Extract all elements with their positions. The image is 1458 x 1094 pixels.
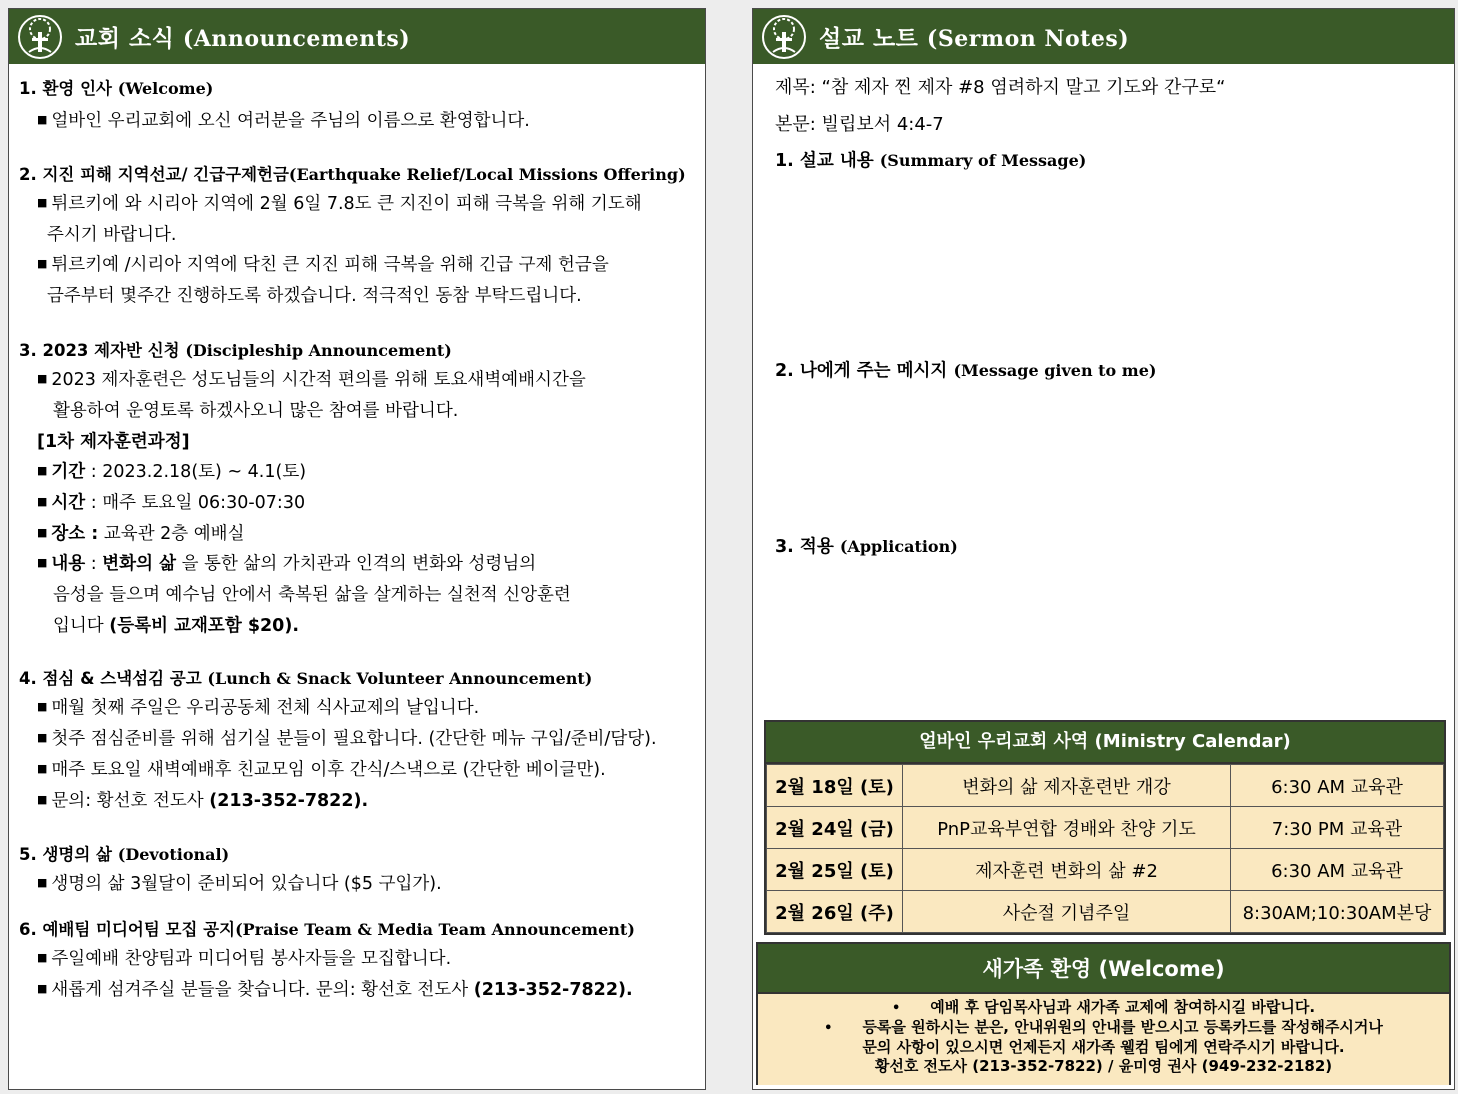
list-item: ■ 매주 토요일 새벽예배후 친교모임 이후 간식/스낵으로 (간단한 베이글만). [37,760,606,780]
welcome-line: 문의 사항이 있으시면 언제든지 새가족 웰컴 팀에게 연락주시기 바랍니다. [862,1038,1345,1056]
course-content-line2: 음성을 들으며 예수님 안에서 축복된 삶을 살게하는 실천적 신앙훈련 [53,585,571,605]
calendar-date: 2월 26일 (주) [767,891,903,933]
announcements-panel [8,8,706,1090]
calendar-event: 사순절 기념주일 [903,891,1231,933]
table-row [767,765,1444,807]
new-family-welcome [756,942,1451,1085]
summary-heading: 1. 설교 내용 (Summary of Message) [775,151,1087,171]
message-heading: 2. 나에게 주는 메시지 (Message given to me) [775,361,1157,381]
course-place: ■ 장소 : 교육관 2층 예배실 [37,524,245,544]
list-item: ■ 튀르키예 /시리아 지역에 닥친 큰 지진 피해 극복을 위해 긴급 구제 헌금을 [37,255,609,275]
list-item: ■ 매월 첫째 주일은 우리공동체 전체 식사교제의 날입니다. [37,698,480,718]
course-period: ■ 기간 : 2023.2.18(토) ~ 4.1(토) [37,462,307,482]
course-content: ■ 내용 : 변화의 삶 을 통한 삶의 가치관과 인격의 변화와 성령님의 [37,554,537,574]
list-item-continuation: 금주부터 몇주간 진행하도록 하겠습니다. 적극적인 동참 부탁드립니다. [47,286,582,306]
ministry-calendar [764,720,1446,935]
list-item: ■ 튀르키에 와 시리아 지역에 2월 6일 7.8도 큰 지진이 피해 극복을 위해 기도해 [37,194,642,214]
welcome-contact: 황선호 전도사 (213-352-7822) / 윤미영 권사 (949-232-2182) [874,1057,1333,1075]
calendar-title: 얼바인 우리교회 사역 (Ministry Calendar) [766,722,1444,764]
list-item: ■ 2023 제자훈련은 성도님들의 시간적 편의를 위해 토요새벽예배시간을 [37,370,586,390]
section-praise-team-heading: 6. 예배팀 미디어팀 모집 공지(Praise Team & Media Team Announcement) [19,920,635,939]
church-tree-logo-icon [761,14,807,60]
announcements-header [9,9,705,64]
calendar-event: PnP교육부연합 경배와 찬양 기도 [903,807,1231,849]
application-heading: 3. 적용 (Application) [775,537,958,557]
welcome-title: 새가족 환영 (Welcome) [758,944,1449,994]
calendar-event: 변화의 삶 제자훈련반 개강 [903,765,1231,807]
calendar-event: 제자훈련 변화의 삶 #2 [903,849,1231,891]
calendar-date: 2월 18일 (토) [767,765,903,807]
calendar-table [766,764,1444,933]
calendar-time: 6:30 AM 교육관 [1231,765,1444,807]
section-earthquake-heading: 2. 지진 피해 지역선교/ 긴급구제헌금(Earthquake Relief/Local Missions Offering) [19,165,686,184]
course-content-line3: 입니다 (등록비 교재포함 $20). [53,616,299,636]
sermon-notes-header [753,9,1454,64]
section-welcome-heading: 1. 환영 인사 (Welcome) [19,79,214,98]
calendar-time: 8:30AM;10:30AM본당 [1231,891,1444,933]
list-item: ■ 생명의 삶 3월달이 준비되어 있습니다 ($5 구입가). [37,874,442,894]
calendar-time: 6:30 AM 교육관 [1231,849,1444,891]
calendar-date: 2월 24일 (금) [767,807,903,849]
welcome-line: • 예배 후 담임목사님과 새가족 교제에 참여하시길 바랍니다. [891,998,1316,1016]
sermon-notes-title: 설교 노트 (Sermon Notes) [819,26,1130,52]
section-discipleship-heading: 3. 2023 제자반 신청 (Discipleship Announcement) [19,341,452,360]
table-row [767,849,1444,891]
list-item-contact: ■ 문의: 황선호 전도사 (213-352-7822). [37,791,369,811]
list-item: ■ 얼바인 우리교회에 오신 여러분을 주님의 이름으로 환영합니다. [37,111,530,131]
calendar-time: 7:30 PM 교육관 [1231,807,1444,849]
course-time: ■ 시간 : 매주 토요일 06:30-07:30 [37,493,306,513]
list-item-contact: ■ 새롭게 섬겨주실 분들을 찾습니다. 문의: 황선호 전도사 (213-352-7822). [37,980,633,1000]
section-lunch-heading: 4. 점심 & 스낵섬김 공고 (Lunch & Snack Volunteer Announcement) [19,669,593,688]
welcome-line: • 등록을 원하시는 분은, 안내위원의 안내를 받으시고 등록카드를 작성해주시거나 [824,1018,1383,1036]
sermon-subject: 제목: “참 제자 찐 제자 #8 염려하지 말고 기도와 간구로“ [775,77,1226,98]
welcome-body [758,994,1449,1085]
course-title: [1차 제자훈련과정] [37,432,190,452]
list-item: ■ 첫주 점심준비를 위해 섬기실 분들이 필요합니다. (간단한 메뉴 구입/준비/담당). [37,729,657,749]
list-item: ■ 주일예배 찬양팀과 미디어팀 봉사자들을 모집합니다. [37,949,452,969]
sermon-notes-panel [752,8,1455,1090]
list-item-continuation: 활용하여 운영토록 하겠사오니 많은 참여를 바랍니다. [53,401,459,421]
table-row [767,891,1444,933]
section-devotional-heading: 5. 생명의 삶 (Devotional) [19,845,230,864]
church-tree-logo-icon [17,14,63,60]
sermon-scripture: 본문: 빌립보서 4:4-7 [775,114,944,135]
announcements-title: 교회 소식 (Announcements) [75,26,411,52]
table-row [767,807,1444,849]
calendar-date: 2월 25일 (토) [767,849,903,891]
list-item-continuation: 주시기 바랍니다. [47,225,177,245]
